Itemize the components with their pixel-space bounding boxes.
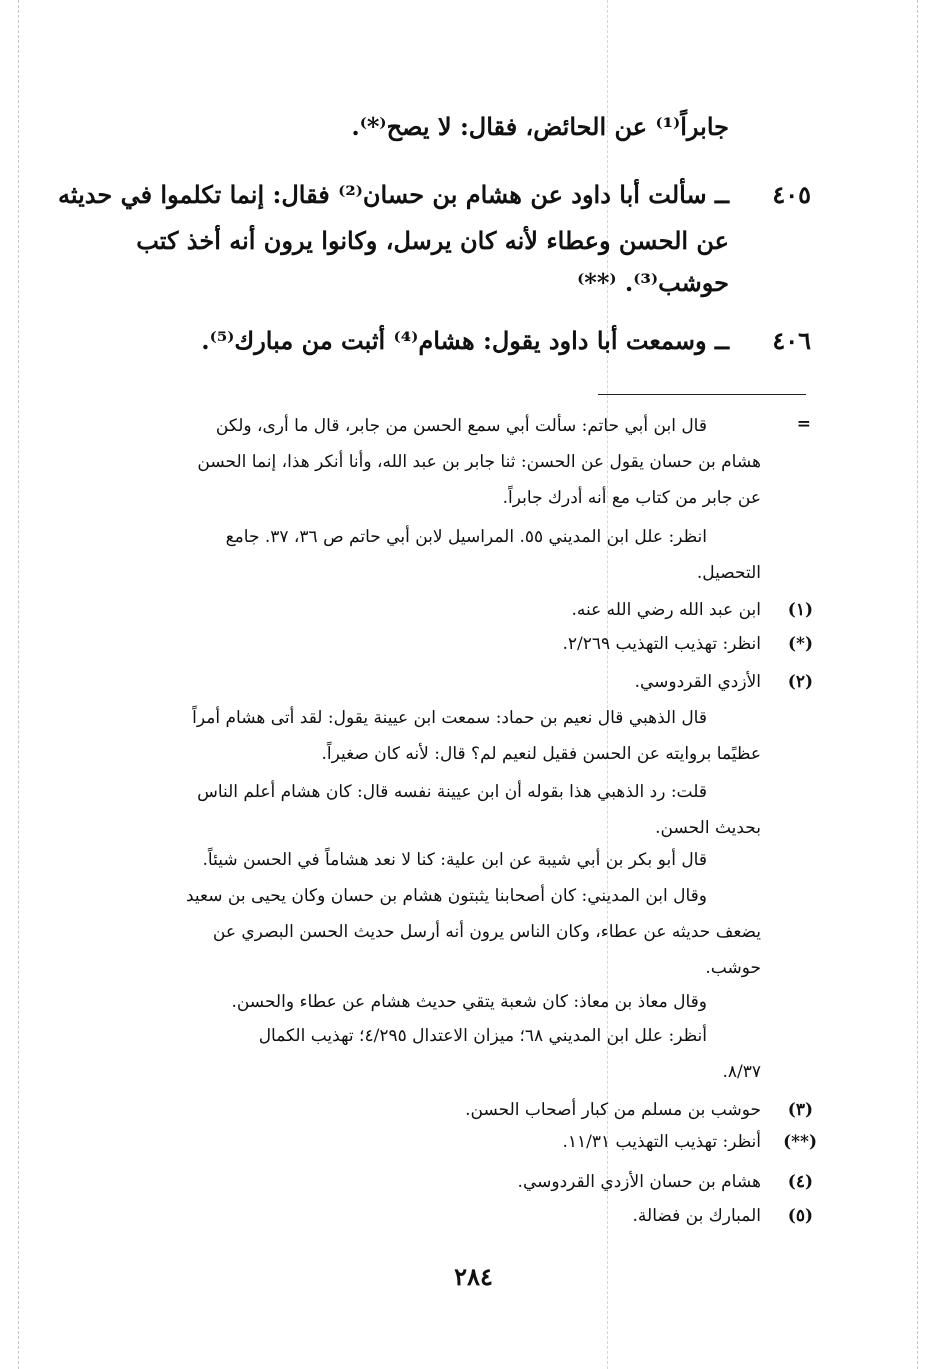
item-405-line-3: حوشب⁽³⁾. ⁽**⁾ [577,268,729,297]
item-405-line-2: عن الحسن وعطاء لأنه كان يرسل، وكانوا يرون أنه أخذ كتب [136,226,729,255]
continuation-mark: = [796,414,811,434]
fn-2-line-9: وقال معاذ بن معاذ: كان شعبة يتقي حديث هشام عن عطاء والحسن. [231,992,707,1012]
fn-4-mark: (٤) [787,1172,813,1192]
fn-2-line-10: أنظر: علل ابن المديني ٦٨؛ ميزان الاعتدال ٤/٢٩٥؛ تهذيب الكمال [258,1026,707,1046]
fn-cont-line-3: عن جابر من كتاب مع أنه أدرك جابراً. [502,488,761,508]
main-line-continuation: جابراً⁽¹⁾ عن الحائض، فقال: لا يصح⁽*⁾. [351,112,729,141]
fn-star2-mark: (**) [783,1132,817,1152]
fn-2-line-8: حوشب. [705,958,761,978]
item-406-line: ــ وسمعت أبا داود يقول: هشام⁽⁴⁾ أثبت من مبارك⁽⁵⁾. [201,326,729,355]
fn-2-line-1: قال الذهبي قال نعيم بن حماد: سمعت ابن عيينة يقول: لقد أتى هشام أمراً [192,708,707,728]
fn-4-text: هشام بن حسان الأزدي القردوسي. [517,1172,761,1192]
item-405-line-1: ــ سألت أبا داود عن هشام بن حسان⁽²⁾ فقال: إنما تكلموا في حديثه [58,180,729,209]
scan-guide-line [18,0,19,1369]
fn-cont-line-5: التحصيل. [696,563,761,583]
fn-2-title: الأزدي القردوسي. [634,672,761,692]
fn-2-mark: (٢) [787,672,813,692]
item-405-number: ٤٠٥ [772,180,811,209]
scan-guide-line [917,0,918,1369]
fn-2-line-7: يضعف حديثه عن عطاء، وكان الناس يرون أنه أرسل حديث الحسن البصري عن [212,922,761,942]
fn-star-mark: (*) [788,634,813,654]
fn-cont-line-2: هشام بن حسان يقول عن الحسن: ثنا جابر بن عبد الله، وأنا أنكر هذا، إنما الحسن [197,452,761,472]
fn-5-mark: (٥) [787,1206,813,1226]
fn-star-text: انظر: تهذيب التهذيب ٢/٢٦٩. [562,634,761,654]
fn-star2-text: أنظر: تهذيب التهذيب ١١/٣١. [562,1132,761,1152]
fn-3-text: حوشب بن مسلم من كبار أصحاب الحسن. [465,1100,761,1120]
fn-2-line-11: ٨/٣٧. [722,1062,761,1082]
fn-2-line-4: بحديث الحسن. [655,818,761,838]
fn-2-line-5: قال أبو بكر بن أبي شيبة عن ابن علية: كنا لا نعد هشاماً في الحسن شيئاً. [202,850,707,870]
page-number: ٢٨٤ [454,1262,493,1291]
fn-5-text: المبارك بن فضالة. [632,1206,761,1226]
fn-1-text: ابن عبد الله رضي الله عنه. [571,600,761,620]
fn-2-line-6: وقال ابن المديني: كان أصحابنا يثبتون هشام بن حسان وكان يحيى بن سعيد [185,886,707,906]
fn-2-line-3: قلت: رد الذهبي هذا بقوله أن ابن عيينة نفسه قال: كان هشام أعلم الناس [197,782,707,802]
fn-3-mark: (٣) [787,1100,813,1120]
item-406-number: ٤٠٦ [772,326,811,355]
footnote-separator [598,394,806,395]
fn-cont-line-1: قال ابن أبي حاتم: سألت أبي سمع الحسن من جابر، قال ما أرى، ولكن [215,416,707,436]
fn-1-mark: (١) [787,600,813,620]
fn-2-line-2: عظيًما بروايته عن الحسن فقيل لنعيم لم؟ قال: لأنه كان صغيراً. [321,744,761,764]
fn-cont-line-4: انظر: علل ابن المديني ٥٥. المراسيل لابن أبي حاتم ص ٣٦، ٣٧. جامع [225,527,707,547]
